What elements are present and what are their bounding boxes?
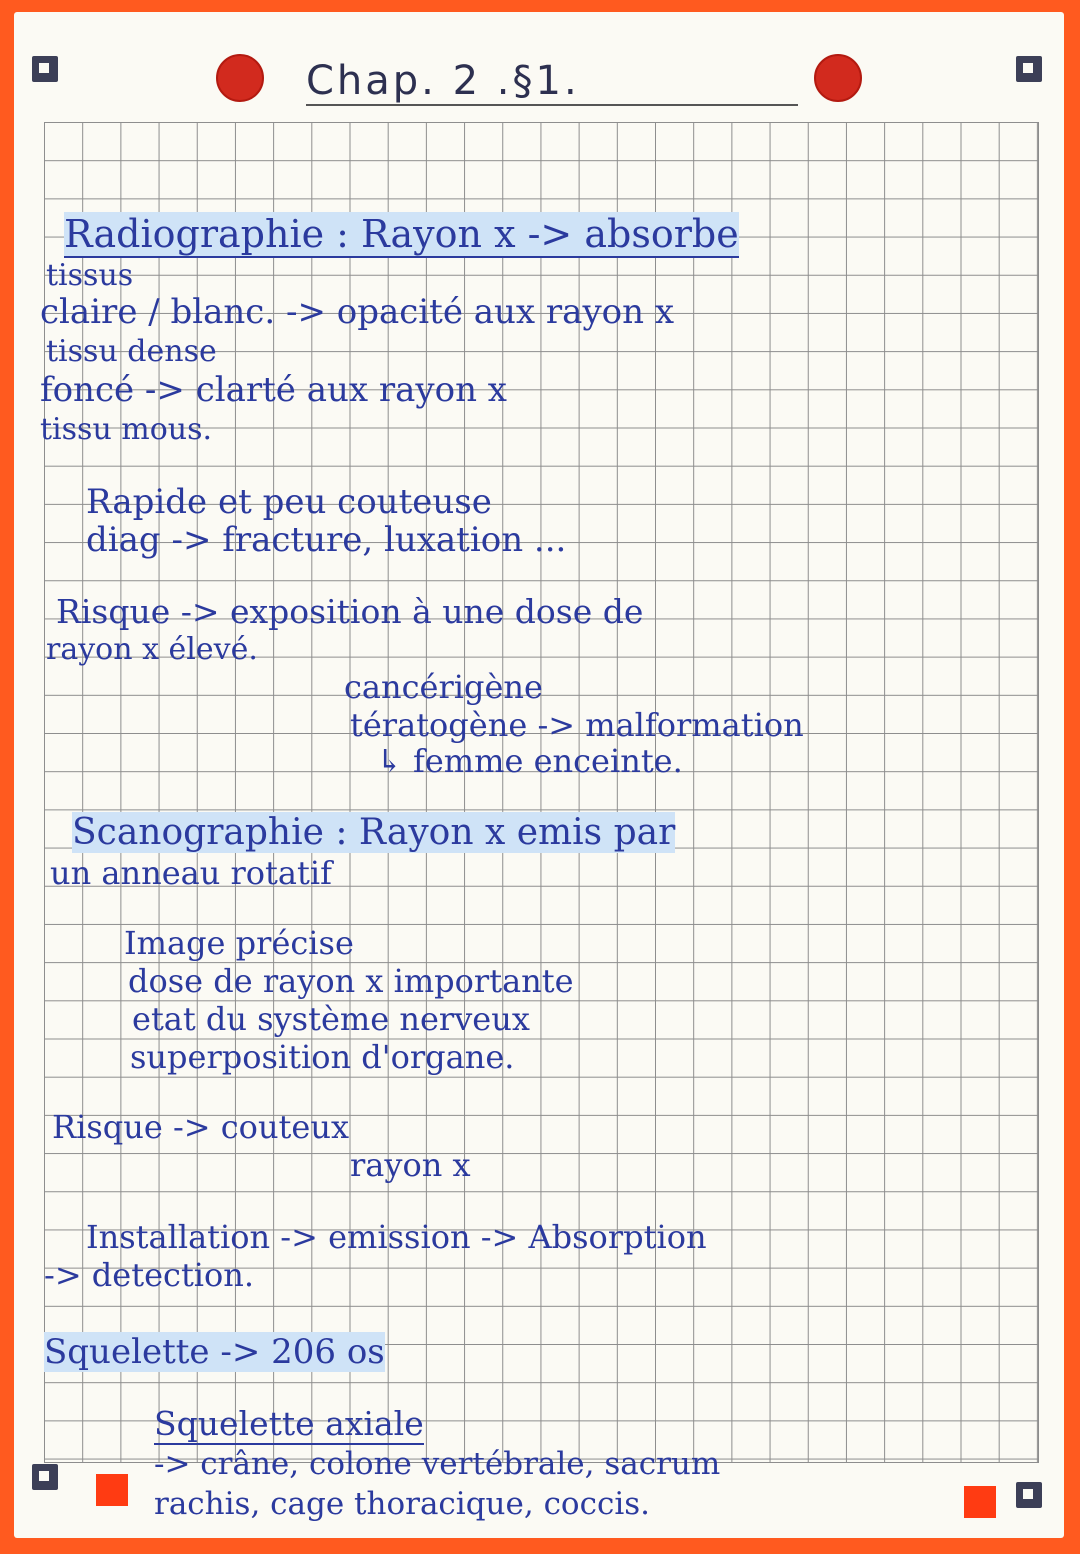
note-line: tissu dense — [46, 334, 217, 369]
note-line: Risque -> exposition à une dose de — [56, 592, 644, 631]
heading-squelette: Squelette -> 206 os — [44, 1332, 385, 1372]
note-line: -> detection. — [44, 1256, 255, 1294]
heading-scanographie: Scanographie : Rayon x emis par — [72, 812, 676, 853]
note-line: dose de rayon x importante — [128, 962, 574, 1000]
page-title: Chap. 2 .§1. — [306, 58, 798, 106]
note-line: Installation -> emission -> Absorption — [86, 1218, 707, 1256]
red-square-bottom-left — [96, 1474, 128, 1506]
punch-hole-right — [814, 54, 862, 102]
note-line: tissu mous. — [40, 412, 213, 447]
corner-marker-top-left — [32, 56, 58, 82]
note-line: etat du système nerveux — [132, 1000, 530, 1038]
note-line: tératogène -> malformation — [350, 706, 804, 744]
punch-hole-left — [216, 54, 264, 102]
note-line: rayon x élevé. — [46, 632, 258, 667]
note-line: foncé -> clarté aux rayon x — [40, 370, 507, 410]
note-line: Rapide et peu couteuse — [86, 482, 492, 522]
heading-radiographie: Radiographie : Rayon x -> absorbe — [64, 212, 739, 256]
note-line: superposition d'organe. — [130, 1038, 515, 1076]
red-square-bottom-right — [964, 1486, 996, 1518]
note-line: tissus — [46, 258, 134, 293]
corner-marker-bottom-right — [1016, 1482, 1042, 1508]
note-line: Image précise — [124, 924, 354, 962]
note-line: ↳ femme enceinte. — [376, 742, 683, 780]
note-line: rayon x — [350, 1146, 471, 1184]
subheading-squelette-axiale: Squelette axiale — [154, 1404, 424, 1443]
corner-marker-top-right — [1016, 56, 1042, 82]
note-line: diag -> fracture, luxation ... — [86, 520, 567, 560]
note-line: cancérigène — [344, 668, 543, 706]
note-line: un anneau rotatif — [50, 854, 332, 892]
corner-marker-bottom-left — [32, 1464, 58, 1490]
note-line: rachis, cage thoracique, coccis. — [154, 1486, 650, 1522]
notebook-page — [14, 12, 1064, 1538]
note-line: -> crâne, colone vertébrale, sacrum — [154, 1446, 721, 1482]
note-line: claire / blanc. -> opacité aux rayon x — [40, 292, 674, 332]
note-line: Risque -> couteux — [52, 1108, 349, 1146]
